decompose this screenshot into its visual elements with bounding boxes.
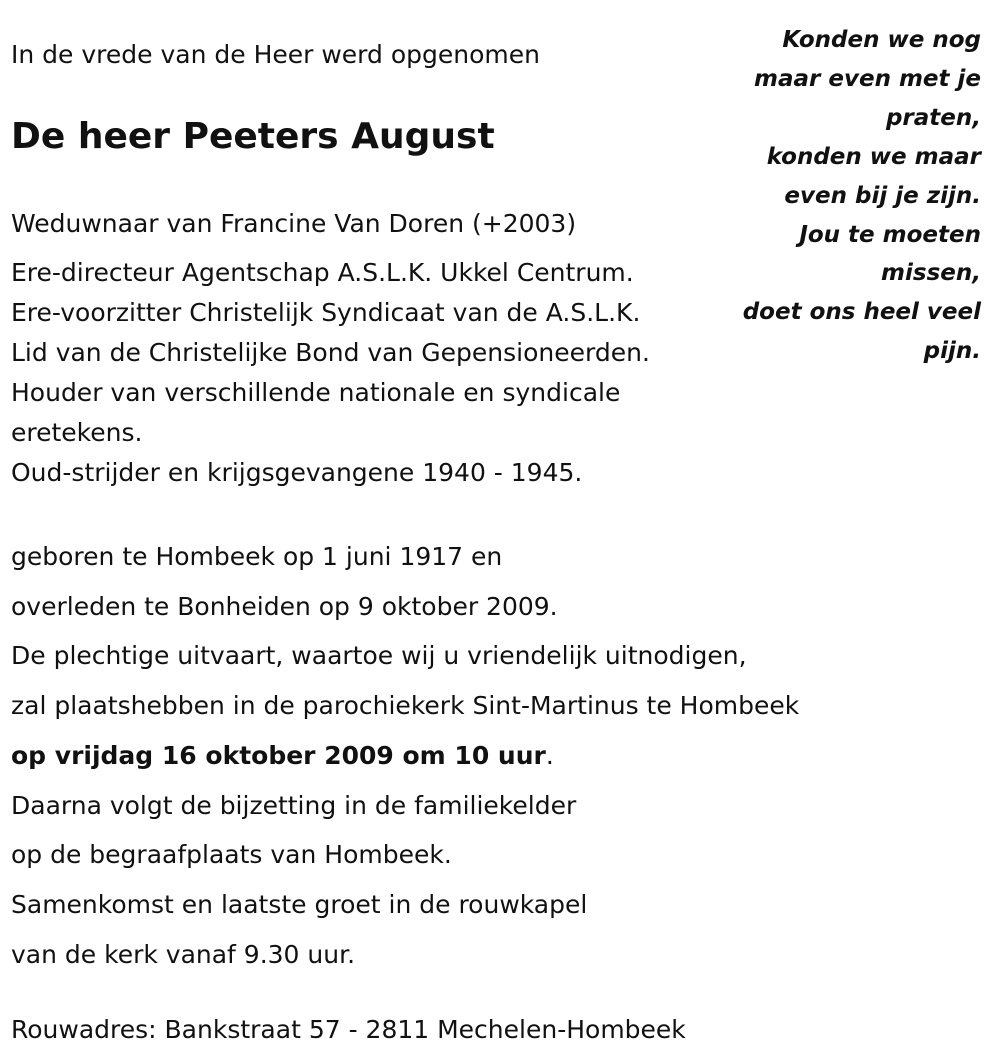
- poem-line: missen,: [881, 260, 981, 287]
- funeral-date-suffix: .: [545, 740, 554, 770]
- funeral-line: overleden te Bonheiden op 9 oktober 2009.: [11, 591, 558, 621]
- poem-line: doet ons heel veel: [742, 299, 981, 326]
- biography: [11, 204, 731, 493]
- death-notice: [11, 0, 991, 1060]
- funeral-date-line: [11, 731, 911, 781]
- funeral-date: op vrijdag 16 oktober 2009 om 10 uur: [11, 740, 546, 770]
- burial-line: Daarna volgt de bijzetting in de familiekelder: [11, 790, 577, 820]
- poem: [731, 21, 981, 371]
- intro-text: In de vrede van de Heer werd opgenomen: [11, 40, 540, 69]
- poem-line: Jou te moeten: [799, 221, 981, 248]
- deceased-name: De heer Peeters August: [11, 116, 495, 157]
- funeral-line: geboren te Hombeek op 1 juni 1917 en: [11, 542, 503, 571]
- poem-line: pijn.: [923, 338, 981, 365]
- poem-line: praten,: [885, 104, 981, 131]
- burial-line: Samenkomst en laatste groet in de rouwkapel: [11, 889, 588, 919]
- bio-line: eretekens.: [11, 418, 143, 447]
- bio-line: Ere-directeur Agentschap A.S.L.K. Ukkel Centrum.: [11, 258, 634, 287]
- burial-line: op de begraafplaats van Hombeek.: [11, 840, 452, 870]
- funeral-details: [11, 532, 911, 979]
- poem-line: even bij je zijn.: [784, 182, 981, 209]
- funeral-line: De plechtige uitvaart, waartoe wij u vriendelijk uitnodigen,: [11, 641, 747, 671]
- funeral-line: zal plaatshebben in de parochiekerk Sint-Martinus te Hombeek: [11, 691, 800, 721]
- poem-line: konden we maar: [766, 143, 981, 170]
- bio-line: Weduwnaar van Francine Van Doren (+2003): [11, 209, 577, 238]
- mourning-address: Rouwadres: Bankstraat 57 - 2811 Mechelen-Hombeek: [11, 1015, 686, 1044]
- poem-line: Konden we nog: [782, 27, 981, 53]
- bio-line: Ere-voorzitter Christelijk Syndicaat van de A.S.L.K.: [11, 298, 641, 327]
- burial-line: van de kerk vanaf 9.30 uur.: [11, 939, 356, 969]
- poem-line: maar even met je: [754, 65, 981, 92]
- bio-line: Houder van verschillende nationale en syndicale: [11, 378, 621, 407]
- bio-line: Lid van de Christelijke Bond van Gepensioneerden.: [11, 338, 650, 367]
- bio-line: Oud-strijder en krijgsgevangene 1940 - 1945.: [11, 458, 583, 487]
